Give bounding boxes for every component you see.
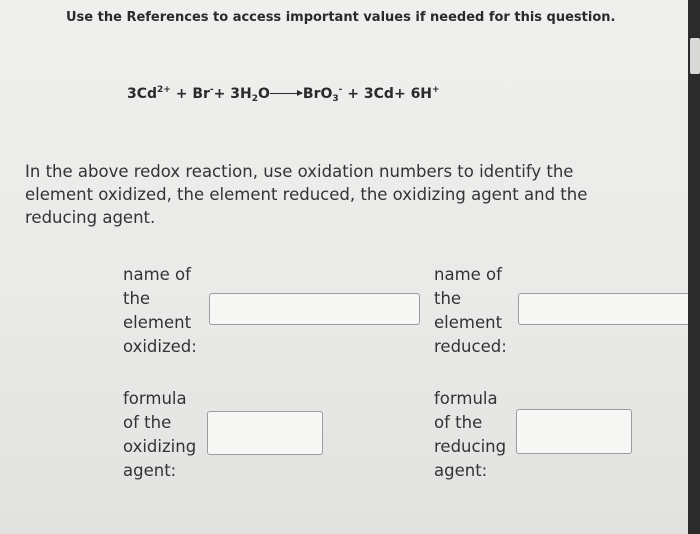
product-hydrogen-ion: 6H+ (410, 85, 440, 102)
reducing-agent-label: formula of the reducing agent: (434, 389, 507, 480)
element-oxidized-label: name of the element oxidized: (123, 265, 197, 356)
screen-edge (688, 0, 700, 534)
reducing-agent-input[interactable] (516, 409, 632, 454)
reactant-bromide: Br- (192, 85, 214, 102)
reactant-cd-ion: $3Cd^{2+}$ (127, 85, 171, 102)
element-oxidized-input[interactable] (209, 293, 420, 325)
question-text: In the above redox reaction, use oxidation numbers to identify the element oxidized, the element reduced, the oxidizing agent and the reducing agent. (25, 162, 588, 227)
product-cadmium: 3Cd+ (363, 86, 406, 102)
redox-equation: $3Cd^{2+} + Br^-+ 3H_2O$ BrO$_3$- + 3Cd+ 6H+ (127, 85, 440, 104)
edge-tab (690, 38, 700, 74)
oxidizing-agent-label: formula of the oxidizing agent: (123, 389, 197, 480)
oxidizing-agent-input[interactable] (207, 411, 323, 455)
reactant-water: $3H_2O$ (230, 86, 270, 104)
reaction-arrow-icon (270, 93, 302, 94)
element-reduced-input[interactable] (518, 293, 688, 325)
product-bromate: BrO$_3$- (302, 85, 343, 104)
element-reduced-label: name of the element reduced: (434, 265, 507, 356)
references-instruction: Use the References to access important values if needed for this question. (66, 10, 616, 25)
